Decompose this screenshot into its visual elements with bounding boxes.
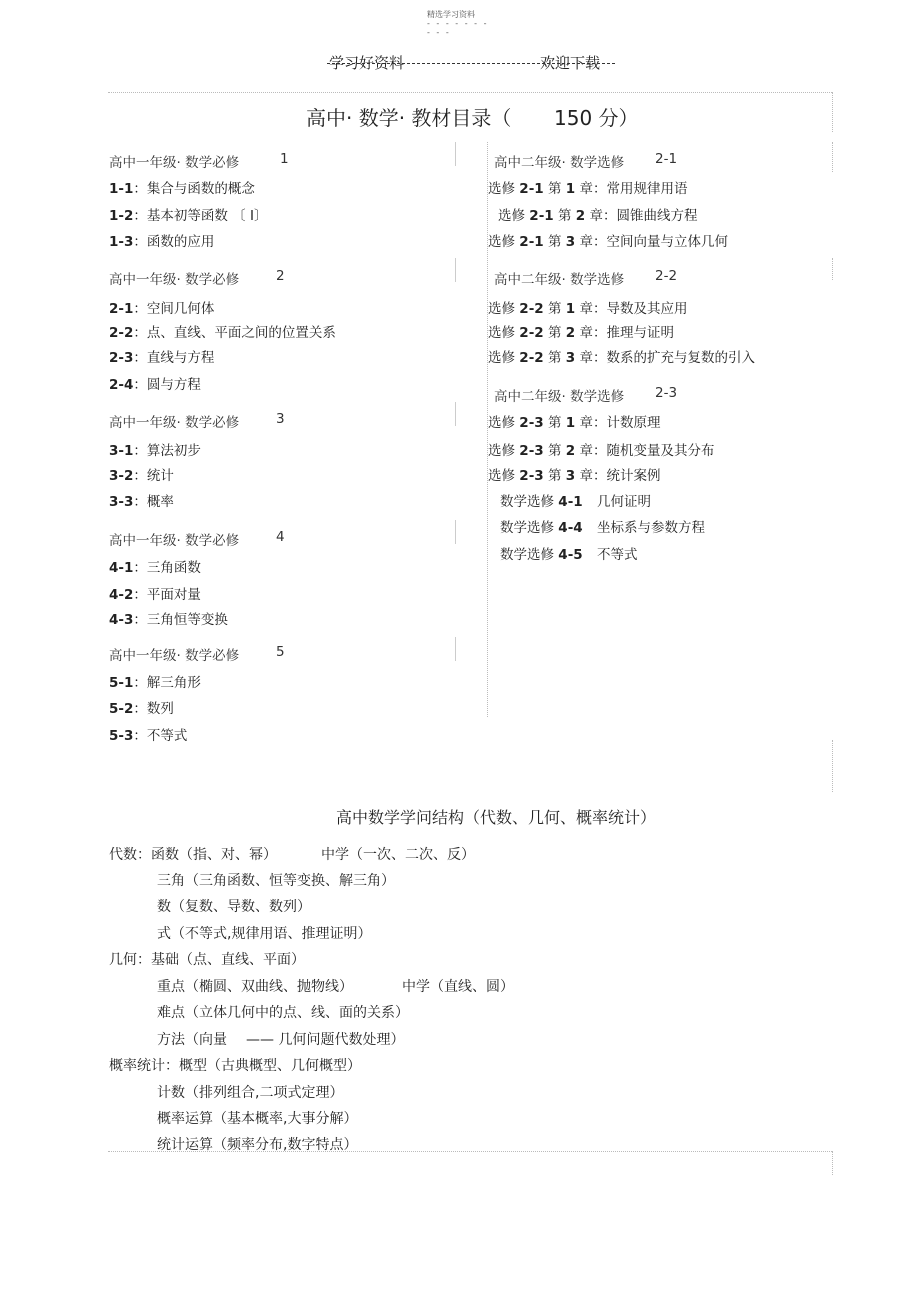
structure-title: 高中数学学问结构（代数、几何、概率统计） <box>336 808 657 827</box>
list-item-text: 3-1 <box>109 443 134 459</box>
list-item <box>109 583 201 603</box>
list-item-text: 4-2 <box>109 587 134 603</box>
list-item-text: 4-1 <box>109 560 134 576</box>
section-divider-4 <box>455 520 456 544</box>
list-item-text: 5-2 <box>109 701 134 717</box>
list-item-text: 第 <box>543 415 566 431</box>
list-item-text: 第 <box>543 234 566 250</box>
list-item-text: 选修 <box>488 350 520 366</box>
list-item-text: ：基本初等函数 〔 Ⅰ〕 <box>133 208 268 224</box>
section-heading: 高中一年级· 数学必修 <box>109 648 240 664</box>
list-item <box>500 490 583 510</box>
frame-top-border <box>108 92 832 93</box>
list-item <box>109 297 214 317</box>
list-item-text: ：平面对量 <box>133 587 201 603</box>
list-item-text: ：解三角形 <box>133 675 201 691</box>
list-item-text: 3 <box>565 234 576 250</box>
list-item-text: 章：推理与证明 <box>575 325 674 341</box>
list-item-text: 章：数系的扩充与复数的引入 <box>575 350 755 366</box>
list-item-text: 章：空间向量与立体几何 <box>575 234 728 250</box>
list-item-text: ：圆与方程 <box>133 377 201 393</box>
structure-line: 式（不等式,规律用语、推理证明） <box>157 926 372 942</box>
section-divider-1 <box>455 142 456 166</box>
list-item-text: 第 <box>543 443 566 459</box>
catalog-title: 高中· 数学· 教材目录（ <box>306 106 512 130</box>
list-item-text: ：算法初步 <box>133 443 201 459</box>
list-item-text: 2-3 <box>109 350 134 366</box>
section-heading: 高中一年级· 数学必修 <box>109 155 240 171</box>
list-item <box>109 346 214 366</box>
list-item <box>109 490 174 510</box>
catalog-title-score: 150 分） <box>554 106 639 130</box>
frame-right-border-2 <box>832 142 833 172</box>
section-number: 2 <box>276 268 285 284</box>
list-item-text: 数学选修 <box>500 547 559 563</box>
list-item-text: 5-3 <box>109 728 134 744</box>
section-heading: 高中二年级· 数学选修 <box>494 155 625 171</box>
list-item-text: 2-1 <box>109 301 134 317</box>
list-item-text: ：函数的应用 <box>133 234 215 250</box>
list-item <box>109 177 255 197</box>
list-item <box>109 439 201 459</box>
list-item-text: 选修 <box>488 443 520 459</box>
list-item-text: 2-1 <box>529 208 554 224</box>
list-item-text: ：统计 <box>133 468 174 484</box>
list-item-text: 2-1 <box>519 181 544 197</box>
structure-line: 重点（椭圆、双曲线、抛物线） <box>157 979 353 995</box>
list-item-text: 1-2 <box>109 208 134 224</box>
section-number: 4 <box>276 529 285 545</box>
section-number: 2-1 <box>655 151 678 167</box>
section-number: 2-3 <box>655 385 678 401</box>
list-item-text: ：概率 <box>133 494 174 510</box>
list-item <box>500 543 583 563</box>
list-item-text: 选修 <box>488 415 520 431</box>
list-item-text: 选修 <box>488 234 520 250</box>
list-item <box>109 204 267 224</box>
list-item <box>109 464 174 484</box>
section-number: 5 <box>276 644 285 660</box>
list-item-text: 2 <box>565 325 576 341</box>
section-number: 2-2 <box>655 268 678 284</box>
list-item <box>500 516 583 536</box>
structure-line: 三角（三角函数、恒等变换、解三角） <box>157 873 395 889</box>
list-item-text: 2-2 <box>519 301 544 317</box>
section-divider-3 <box>455 402 456 426</box>
list-item-text: 5-1 <box>109 675 134 691</box>
list-item <box>488 464 660 484</box>
structure-line: 数（复数、导数、数列） <box>157 899 311 915</box>
list-item-text: 4-5 <box>558 547 583 563</box>
structure-line: 中学（一次、二次、反） <box>321 847 475 863</box>
list-item-label: 不等式 <box>597 547 638 563</box>
list-item <box>488 230 728 250</box>
structure-line: —— 几何问题代数处理） <box>246 1032 405 1048</box>
list-item-text: 章：常用规律用语 <box>575 181 688 197</box>
section-heading: 高中一年级· 数学必修 <box>109 533 240 549</box>
list-item-text: 3-2 <box>109 468 134 484</box>
list-item <box>109 724 187 744</box>
list-item-text: 2-3 <box>519 468 544 484</box>
list-item-text: ：直线与方程 <box>133 350 215 366</box>
list-item-text: 章：随机变量及其分布 <box>575 443 715 459</box>
list-item-text: 章：统计案例 <box>575 468 661 484</box>
list-item <box>109 697 174 717</box>
list-item-text: 3-3 <box>109 494 134 510</box>
list-item-text: 2-3 <box>519 415 544 431</box>
list-item-text: 2 <box>575 208 586 224</box>
section-divider-2 <box>455 258 456 282</box>
list-item-text: 章：圆锥曲线方程 <box>585 208 698 224</box>
frame-right-border-1 <box>832 92 833 132</box>
list-item-text: 章：导数及其应用 <box>575 301 688 317</box>
list-item-text: 4-4 <box>558 520 583 536</box>
list-item-text: 数学选修 <box>500 494 559 510</box>
structure-line: 统计运算（频率分布,数字特点） <box>157 1137 358 1153</box>
structure-line: 代数：函数（指、对、幂） <box>109 847 277 863</box>
list-item-text: 2-2 <box>519 325 544 341</box>
list-item-text: 2-1 <box>519 234 544 250</box>
top-dashes-1: - - - - - - - <box>427 19 489 28</box>
list-item-text: 选修 <box>488 468 520 484</box>
list-item <box>109 608 228 628</box>
structure-line: 难点（立体几何中的点、线、面的关系） <box>157 1005 409 1021</box>
header-left: 学习好资料 <box>329 54 405 72</box>
list-item <box>109 373 201 393</box>
list-item-text: 1-3 <box>109 234 134 250</box>
list-item <box>488 411 660 431</box>
frame-right-border-4 <box>832 740 833 792</box>
list-item-text: ：空间几何体 <box>133 301 215 317</box>
structure-line: 中学（直线、圆） <box>402 979 514 995</box>
list-item-text: 1 <box>565 301 576 317</box>
list-item-text: 2-2 <box>519 350 544 366</box>
list-item-text: 选修 <box>488 301 520 317</box>
section-number: 3 <box>276 411 285 427</box>
list-item-text: 2-4 <box>109 377 134 393</box>
section-heading: 高中一年级· 数学必修 <box>109 272 240 288</box>
list-item-text: ：集合与函数的概念 <box>133 181 255 197</box>
list-item <box>109 671 201 691</box>
list-item-text: 选修 <box>488 325 520 341</box>
list-item-text: ：点、直线、平面之间的位置关系 <box>133 325 336 341</box>
top-note: 精选学习资料 <box>427 10 475 19</box>
list-item <box>488 321 674 341</box>
list-item <box>498 204 697 224</box>
frame-right-border-3 <box>832 258 833 280</box>
list-item-text: 1-1 <box>109 181 134 197</box>
list-item <box>109 556 201 576</box>
list-item <box>488 297 687 317</box>
frame-bottom-border <box>108 1151 832 1152</box>
list-item-text: 选修 <box>498 208 530 224</box>
structure-line: 计数（排列组合,二项式定理） <box>157 1085 344 1101</box>
section-heading: 高中二年级· 数学选修 <box>494 389 625 405</box>
list-item <box>488 439 714 459</box>
top-dashes-2: - - - <box>427 28 451 37</box>
section-heading: 高中一年级· 数学必修 <box>109 415 240 431</box>
list-item-text: 4-1 <box>558 494 583 510</box>
list-item-text: 第 <box>543 181 566 197</box>
header-strike-line <box>327 63 615 64</box>
list-item <box>109 230 214 250</box>
list-item-text: 数学选修 <box>500 520 559 536</box>
list-item-text: ：不等式 <box>133 728 188 744</box>
list-item-text: ：数列 <box>133 701 174 717</box>
list-item-text: 4-3 <box>109 612 134 628</box>
structure-line: 几何：基础（点、直线、平面） <box>109 952 305 968</box>
list-item-text: 2-2 <box>109 325 134 341</box>
list-item-text: 选修 <box>488 181 520 197</box>
frame-right-border-5 <box>832 1151 833 1175</box>
list-item-text: 3 <box>565 350 576 366</box>
list-item-text: ：三角恒等变换 <box>133 612 228 628</box>
section-heading: 高中二年级· 数学选修 <box>494 272 625 288</box>
list-item-text: 第 <box>543 325 566 341</box>
structure-line: 概率运算（基本概率,大事分解） <box>157 1111 358 1127</box>
list-item-label: 几何证明 <box>597 494 651 510</box>
list-item <box>488 346 755 366</box>
list-item-text: 1 <box>565 181 576 197</box>
list-item-label: 坐标系与参数方程 <box>597 520 705 536</box>
list-item-text: 第 <box>543 468 566 484</box>
list-item-text: 2-3 <box>519 443 544 459</box>
list-item-text: 第 <box>543 350 566 366</box>
list-item <box>109 321 336 341</box>
structure-line: 概率统计：概型（古典概型、几何概型） <box>109 1058 361 1074</box>
header-right: 欢迎下载 <box>540 54 601 72</box>
list-item-text: 章：计数原理 <box>575 415 661 431</box>
section-number: 1 <box>280 151 289 167</box>
list-item <box>488 177 687 197</box>
list-item-text: 第 <box>553 208 576 224</box>
list-item-text: 2 <box>565 443 576 459</box>
list-item-text: 1 <box>565 415 576 431</box>
structure-line: 方法（向量 <box>157 1032 227 1048</box>
section-divider-5 <box>455 637 456 661</box>
list-item-text: ：三角函数 <box>133 560 201 576</box>
list-item-text: 3 <box>565 468 576 484</box>
list-item-text: 第 <box>543 301 566 317</box>
